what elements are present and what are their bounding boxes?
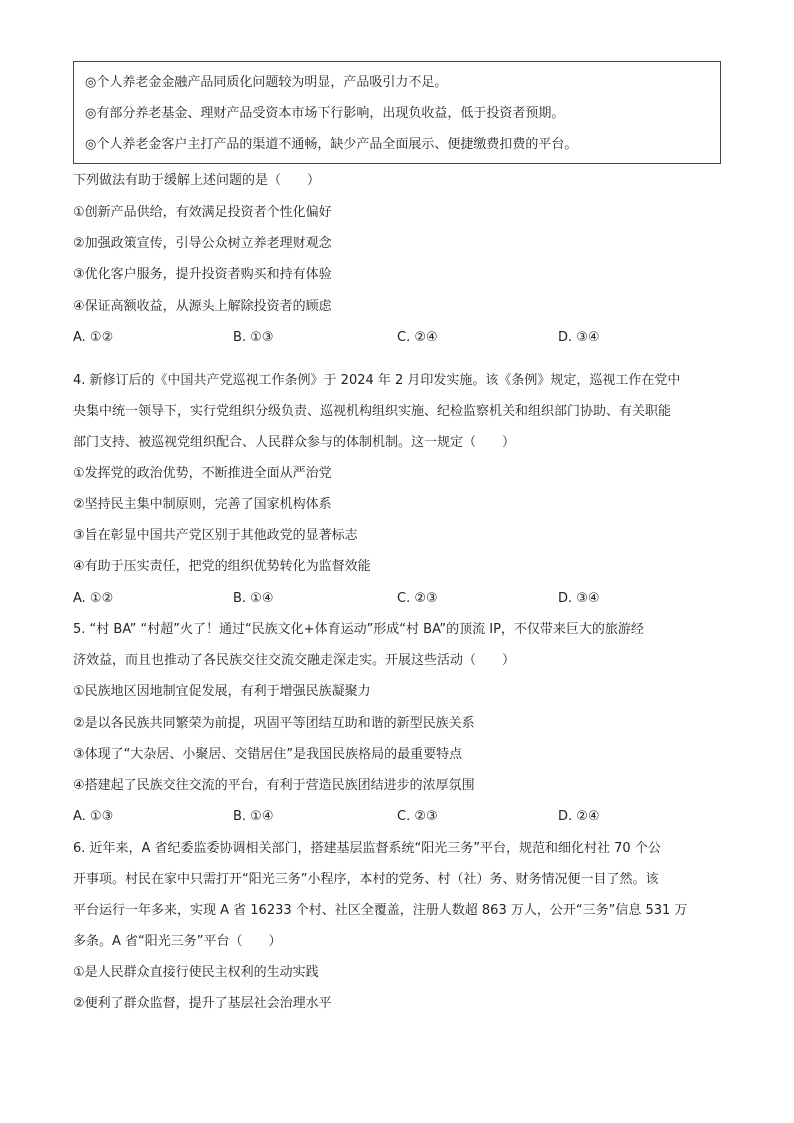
q4-item-4: ④有助于压实责任，把党的组织优势转化为监督效能: [73, 559, 371, 574]
q6-item-1: ①是人民群众直接行使民主权利的生动实践: [73, 965, 319, 980]
q3-item-1: ①创新产品供给，有效满足投资者个性化偏好: [73, 205, 332, 220]
q4-item-2: ②坚持民主集中制原则，完善了国家机构体系: [73, 497, 332, 512]
info-line-1: ◎个人养老金金融产品同质化问题较为明显，产品吸引力不足。: [85, 75, 448, 90]
q4-stem-line-1: 4. 新修订后的《中国共产党巡视工作条例》于 2024 年 2 月印发实施。该《条例》规定，巡视工作在党中: [73, 373, 681, 388]
q5-stem-line-1: 5. “村 BA” “村超”火了！通过“民族文化+体育运动”形成“村 BA”的顶流 IP，不仅带来巨大的旅游经: [73, 622, 644, 637]
q5-option-d[interactable]: D. ②④: [558, 809, 600, 824]
q3-item-3: ③优化客户服务，提升投资者购买和持有体验: [73, 267, 332, 282]
info-line-3: ◎个人养老金客户主打产品的渠道不通畅，缺少产品全面展示、便捷缴费扣费的平台。: [85, 137, 578, 152]
q4-item-3: ③旨在彰显中国共产党区别于其他政党的显著标志: [73, 528, 358, 543]
q4-item-1: ①发挥党的政治优势，不断推进全面从严治党: [73, 466, 332, 481]
q6-item-2: ②便利了群众监督，提升了基层社会治理水平: [73, 996, 332, 1011]
q6-stem-line-2: 开事项。村民在家中只需打开“阳光三务”小程序，本村的党务、村（社）务、财务情况便一目了然。该: [73, 872, 659, 887]
q6-stem-line-3: 平台运行一年多来，实现 A 省 16233 个村、社区全覆盖，注册人数超 863 万人，公开“三务”信息 531 万: [73, 903, 688, 918]
q4-option-c[interactable]: C. ②③: [397, 591, 438, 606]
info-line-2: ◎有部分养老基金、理财产品受资本市场下行影响，出现负收益，低于投资者预期。: [85, 106, 565, 121]
q4-option-a[interactable]: A. ①②: [73, 591, 114, 606]
q5-item-2: ②是以各民族共同繁荣为前提，巩固平等团结互助和谐的新型民族关系: [73, 716, 475, 731]
q3-item-4: ④保证高额收益，从源头上解除投资者的顾虑: [73, 299, 332, 314]
q6-stem-line-1: 6. 近年来，A 省纪委监委协调相关部门，搭建基层监督系统“阳光三务”平台，规范和细化村社 70 个公: [73, 841, 661, 856]
q3-option-b[interactable]: B. ①③: [233, 330, 274, 345]
q5-item-4: ④搭建起了民族交往交流的平台，有利于营造民族团结进步的浓厚氛围: [73, 778, 475, 793]
q3-item-2: ②加强政策宣传，引导公众树立养老理财观念: [73, 236, 332, 251]
q5-item-3: ③体现了“大杂居、小聚居、交错居住”是我国民族格局的最重要特点: [73, 747, 463, 762]
q3-stem: 下列做法有助于缓解上述问题的是（ ）: [73, 173, 321, 188]
q3-option-c[interactable]: C. ②④: [397, 330, 438, 345]
q5-stem-line-2: 济效益，而且也推动了各民族交往交流交融走深走实。开展这些活动（ ）: [73, 653, 516, 668]
q3-option-a[interactable]: A. ①②: [73, 330, 114, 345]
q4-option-b[interactable]: B. ①④: [233, 591, 274, 606]
q5-option-a[interactable]: A. ①③: [73, 809, 114, 824]
q4-stem-line-3: 部门支持、被巡视党组织配合、人民群众参与的体制机制。这一规定（ ）: [73, 435, 516, 450]
q5-option-b[interactable]: B. ①④: [233, 809, 274, 824]
q5-item-1: ①民族地区因地制宜促发展，有利于增强民族凝聚力: [73, 684, 371, 699]
q4-stem-line-2: 央集中统一领导下，实行党组织分级负责、巡视机构组织实施、纪检监察机关和组织部门协助、有关职能: [73, 404, 672, 419]
q6-stem-line-4: 多条。A 省“阳光三务”平台（ ）: [73, 934, 282, 949]
q4-option-d[interactable]: D. ③④: [558, 591, 600, 606]
q5-option-c[interactable]: C. ②③: [397, 809, 438, 824]
q3-option-d[interactable]: D. ③④: [558, 330, 600, 345]
